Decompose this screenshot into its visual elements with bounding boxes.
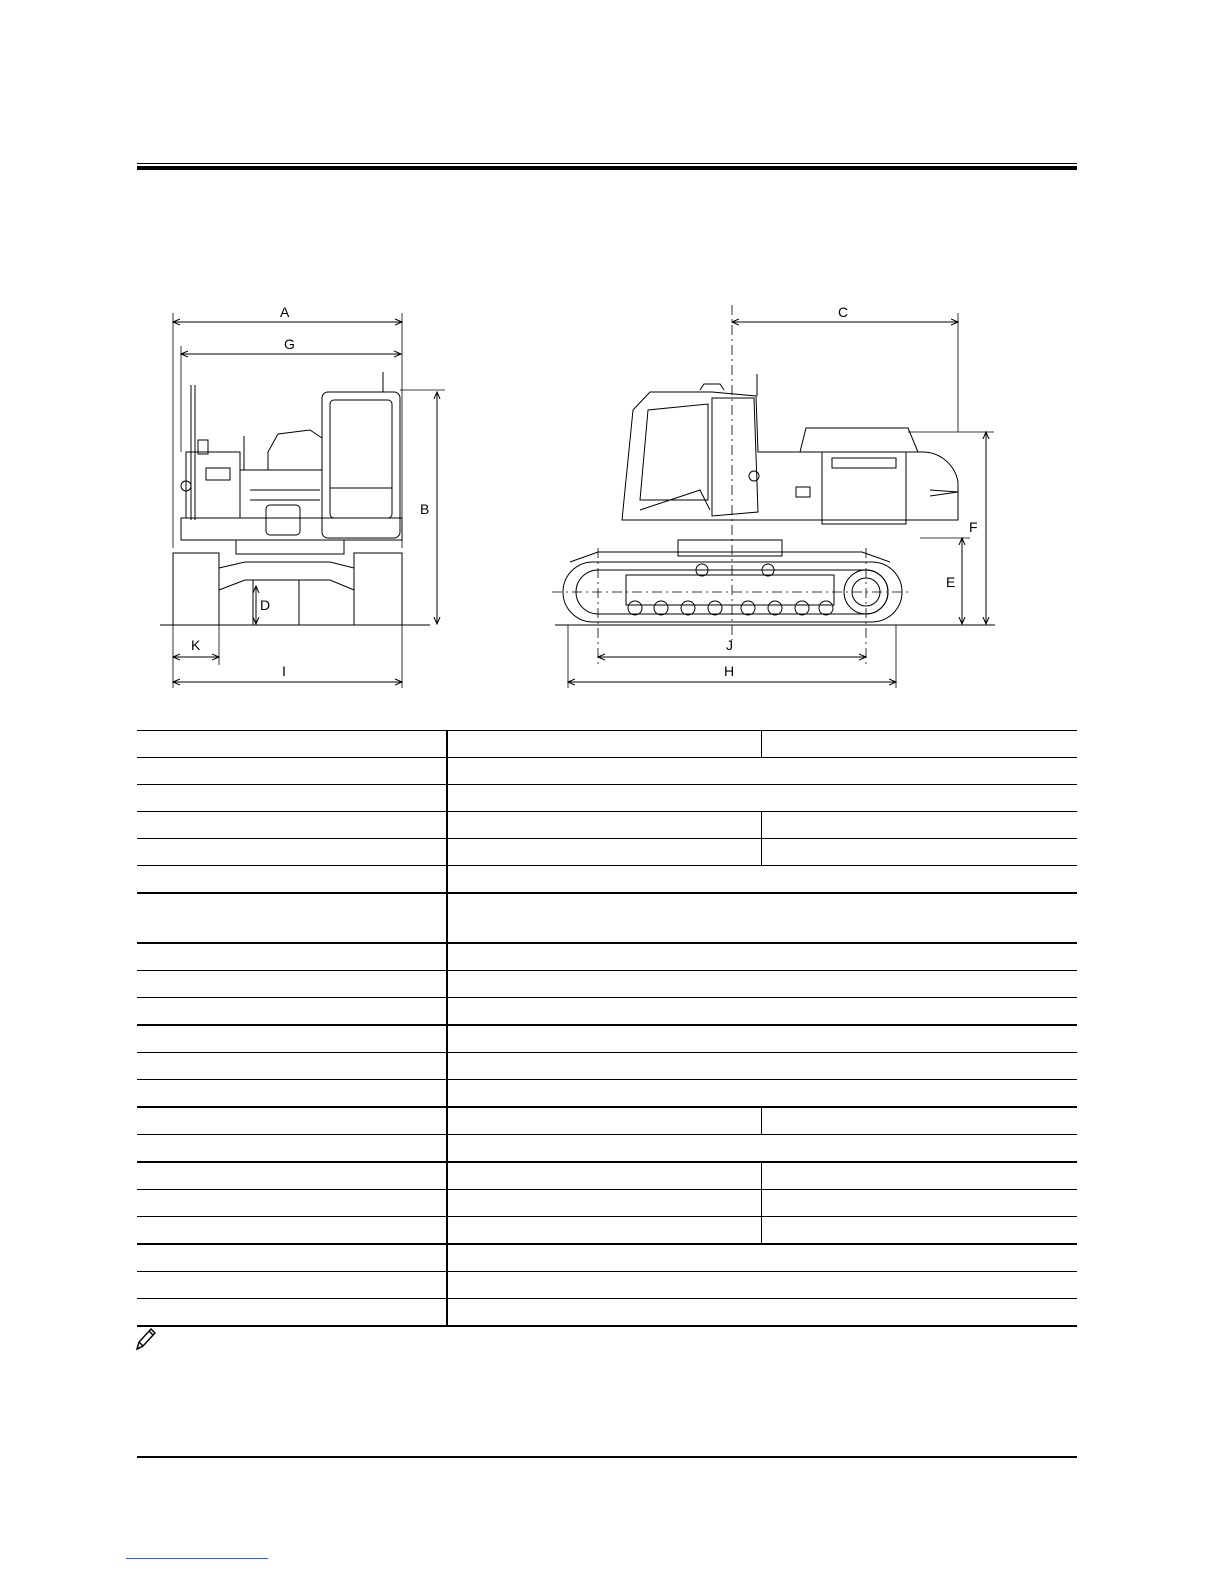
spec-value-cell	[447, 893, 1077, 943]
spec-table-row	[137, 1244, 1077, 1272]
spec-value-cell	[447, 1080, 1077, 1108]
spec-value-cell	[447, 812, 762, 839]
spec-label-cell	[137, 971, 447, 998]
spec-value-cell	[447, 866, 1077, 894]
spec-table-row	[137, 893, 1077, 943]
spec-value-cell	[762, 1162, 1078, 1190]
dim-label-C: C	[838, 304, 849, 320]
footer-rule	[137, 1456, 1077, 1458]
spec-table-row	[137, 1053, 1077, 1080]
spec-value-cell	[447, 1053, 1077, 1080]
spec-value-cell	[447, 998, 1077, 1026]
spec-table-row	[137, 785, 1077, 812]
spec-label-cell	[137, 1080, 447, 1108]
spec-label-cell	[137, 1244, 447, 1272]
spec-label-cell	[137, 812, 447, 839]
specification-table	[137, 730, 1077, 1327]
spec-value-cell	[447, 758, 1077, 785]
spec-table-row	[137, 812, 1077, 839]
spec-label-cell	[137, 1217, 447, 1245]
spec-label-cell	[137, 1272, 447, 1299]
dim-label-E: E	[946, 574, 956, 590]
dim-label-H: H	[724, 663, 735, 679]
spec-label-cell	[137, 1190, 447, 1217]
spec-value-cell	[762, 1190, 1078, 1217]
spec-value-cell	[447, 971, 1077, 998]
dim-label-K: K	[191, 637, 201, 653]
spec-label-cell	[137, 1053, 447, 1080]
spec-value-cell	[447, 731, 762, 758]
spec-label-cell	[137, 1299, 447, 1327]
spec-table-row	[137, 731, 1077, 758]
spec-table-row	[137, 998, 1077, 1026]
spec-table-row	[137, 1217, 1077, 1245]
spec-table-row	[137, 1190, 1077, 1217]
spec-table-row	[137, 1080, 1077, 1108]
spec-value-cell	[762, 839, 1078, 866]
spec-label-cell	[137, 998, 447, 1026]
dim-label-G: G	[284, 336, 295, 352]
dim-label-F: F	[969, 519, 978, 535]
spec-value-cell	[447, 1107, 762, 1135]
side-view-excavator	[563, 374, 958, 622]
spec-value-cell	[447, 1135, 1077, 1163]
spec-value-cell	[447, 1190, 762, 1217]
spec-label-cell	[137, 866, 447, 894]
spec-value-cell	[447, 839, 762, 866]
spec-table-row	[137, 839, 1077, 866]
spec-label-cell	[137, 943, 447, 971]
spec-label-cell	[137, 785, 447, 812]
spec-value-cell	[447, 1162, 762, 1190]
spec-value-cell	[762, 1107, 1078, 1135]
spec-value-cell	[762, 1217, 1078, 1245]
footer-link-underline[interactable]	[126, 1558, 268, 1559]
dim-label-I: I	[282, 663, 286, 679]
dim-label-J: J	[726, 637, 733, 653]
spec-value-cell	[447, 1217, 762, 1245]
spec-label-cell	[137, 1135, 447, 1163]
spec-table-row	[137, 1107, 1077, 1135]
spec-value-cell	[447, 785, 1077, 812]
spec-value-cell	[447, 943, 1077, 971]
spec-label-cell	[137, 893, 447, 943]
dim-label-A: A	[280, 304, 290, 320]
spec-value-cell	[447, 1299, 1077, 1327]
spec-table-row	[137, 1025, 1077, 1053]
pencil-icon	[134, 1326, 158, 1352]
dim-label-B: B	[420, 501, 430, 517]
spec-table-row	[137, 866, 1077, 894]
spec-value-cell	[762, 731, 1078, 758]
spec-table-row	[137, 1272, 1077, 1299]
spec-label-cell	[137, 1162, 447, 1190]
spec-table-row	[137, 1135, 1077, 1163]
spec-value-cell	[447, 1244, 1077, 1272]
spec-table-row	[137, 971, 1077, 998]
excavator-dimension-drawing	[0, 0, 1224, 720]
spec-label-cell	[137, 1025, 447, 1053]
spec-value-cell	[762, 812, 1078, 839]
spec-label-cell	[137, 1107, 447, 1135]
front-view-excavator	[173, 372, 402, 625]
spec-label-cell	[137, 758, 447, 785]
spec-value-cell	[447, 1272, 1077, 1299]
spec-table-row	[137, 1299, 1077, 1327]
spec-table-row	[137, 1162, 1077, 1190]
spec-table-row	[137, 943, 1077, 971]
spec-table-row	[137, 758, 1077, 785]
dim-label-D: D	[260, 597, 271, 613]
spec-value-cell	[447, 1025, 1077, 1053]
spec-label-cell	[137, 731, 447, 758]
spec-label-cell	[137, 839, 447, 866]
